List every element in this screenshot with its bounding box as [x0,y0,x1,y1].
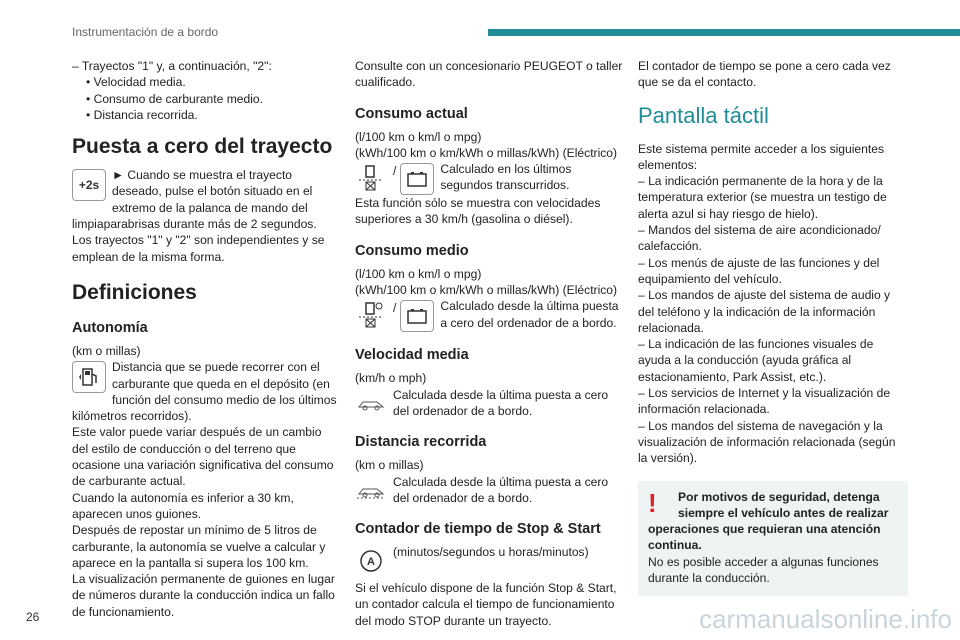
fuel-pump-icon [72,361,106,393]
column-3 [638,58,908,596]
car-distance-icon [355,476,387,506]
reset-note: El contador de tiempo se pone a cero cada vez que se da el contacto. [638,59,891,90]
reset-heading: Puesta a cero del trayecto [72,135,333,159]
unit-text: (kWh/100 km o km/kWh o millas/kWh) (Eléctrico) [355,283,618,298]
safety-warning-box [638,481,908,597]
reset-note: Los trayectos "1" y "2" son independientes y se emplean de la misma forma. [72,233,325,264]
list-item: – Mandos del sistema de aire acondicionado/ calefacción. [638,223,881,254]
average-speed-heading: Velocidad media [355,347,469,364]
autonomy-text: La visualización permanente de guiones en lugar de números durante la conducción indica un fallo de funcionamiento. [72,572,335,619]
bullet-item: • Distancia recorrida. [86,107,198,122]
list-item: – La indicación de las funciones visuales de ayuda a la conducción (ayuda gráfica al estacionamiento, Park Assist, etc.). [638,337,874,384]
list-item: – Los menús de ajuste de las funciones y del equipamiento del vehículo. [638,255,880,286]
unit-text: (l/100 km o km/l o mpg) [355,266,482,281]
reset-text: ► Cuando se muestra el trayecto deseado, pulse el botón situado en el extremo de la palanca de mando del limpiaparabrisas durante más de 2 segundos. [72,168,317,232]
unit-text: (minutos/segundos u horas/minutos) [393,545,589,560]
watermark: carmanualsonline.info [699,604,952,634]
autonomy-unit: (km o millas) [72,343,141,358]
autonomy-text: Este valor puede variar después de un cambio del estilo de conducción o del terreno que ocasione una variación significativa del consumo de carburante actual. [72,425,334,489]
distance-text: Calculada desde la última puesta a cero del ordenador de a bordo. [393,474,609,505]
unit-text: (km o millas) [355,458,424,473]
warning-icon: ! [648,487,657,518]
speed-text: Calculada desde la última puesta a cero del ordenador de a bordo. [393,387,609,418]
average-consumption-heading: Consumo medio [355,242,469,259]
fuel-average-icon [355,300,387,330]
autonomy-text: Cuando la autonomía es inferior a 30 km, aparecen unos guiones. [72,490,294,521]
trips-intro: – Trayectos "1" y, a continuación, "2": [72,59,272,73]
warning-bold-text: Por motivos de seguridad, detenga siempre el vehículo antes de realizar operaciones que requieran una atención continua. [648,489,889,553]
reset-2s-icon: +2s [72,169,106,201]
unit-text: (kWh/100 km o km/kWh o millas/kWh) (Eléctrico) [355,145,618,160]
unit-text: (l/100 km o km/l o mpg) [355,129,482,144]
autonomy-heading: Autonomía [72,319,148,336]
battery-icon [400,300,434,332]
list-item: – Los mandos de ajuste del sistema de audio y del teléfono y la indicación de la información relacionada. [638,288,891,335]
fuel-consumption-icon [355,163,387,193]
header-accent-bar [488,29,960,36]
running-header: Instrumentación de a bordo [72,25,219,39]
column-1 [72,58,340,620]
slash-separator: / [393,164,397,179]
list-item: – Los servicios de Internet y la visualización de información relacionada. [638,386,891,417]
list-item: – Los mandos del sistema de navegación y la visualización de información relacionada (según la versión). [638,418,896,466]
touchscreen-heading: Pantalla táctil [638,102,769,128]
stop-start-heading: Contador de tiempo de Stop & Start [355,521,601,538]
consult-text: Consulte con un concesionario PEUGEOT o taller cualificado. [355,59,623,90]
page-number: 26 [26,610,40,624]
touchscreen-intro: Este sistema permite acceder a los siguientes elementos: [638,141,885,172]
autonomy-text: Distancia que se puede recorrer con el carburante que queda en el depósito (en función del consumo medio de los últimos kilómetros recorridos). [72,360,337,424]
stop-start-icon [355,546,387,576]
bullet-item: • Velocidad media. [86,75,186,90]
car-speed-icon [355,389,387,419]
autonomy-text: Después de repostar un mínimo de 5 litros de carburante, la autonomía se vuelve a calcular y aparece en la pantalla si supera los 100 km. [72,523,326,570]
column-2 [355,58,623,629]
distance-heading: Distancia recorrida [355,434,487,451]
bullet-item: • Consumo de carburante medio. [86,91,264,106]
current-note: Esta función sólo se muestra con velocidades superiores a 30 km/h (gasolina o diésel). [355,196,601,227]
average-text: Calculado desde la última puesta a cero del ordenador de a bordo. [440,299,619,330]
list-item: – La indicación permanente de la hora y de la temperatura exterior (se muestra un testigo de alerta azul si hay riesgo de hielo). [638,174,887,221]
battery-icon [400,163,434,195]
current-consumption-heading: Consumo actual [355,105,468,122]
svg-text:A: A [367,556,375,569]
unit-text: (km/h o mph) [355,371,427,386]
slash-separator: / [393,301,397,316]
stop-start-text: Si el vehículo dispone de la función Stop & Start, un contador calcula el tiempo de funcionamiento del modo STOP durante un trayecto. [355,581,617,628]
definitions-heading: Definiciones [72,280,197,304]
warning-text: No es posible acceder a algunas funciones durante la conducción. [648,554,879,586]
current-text: Calculado en los últimos segundos transcurridos. [440,162,572,193]
